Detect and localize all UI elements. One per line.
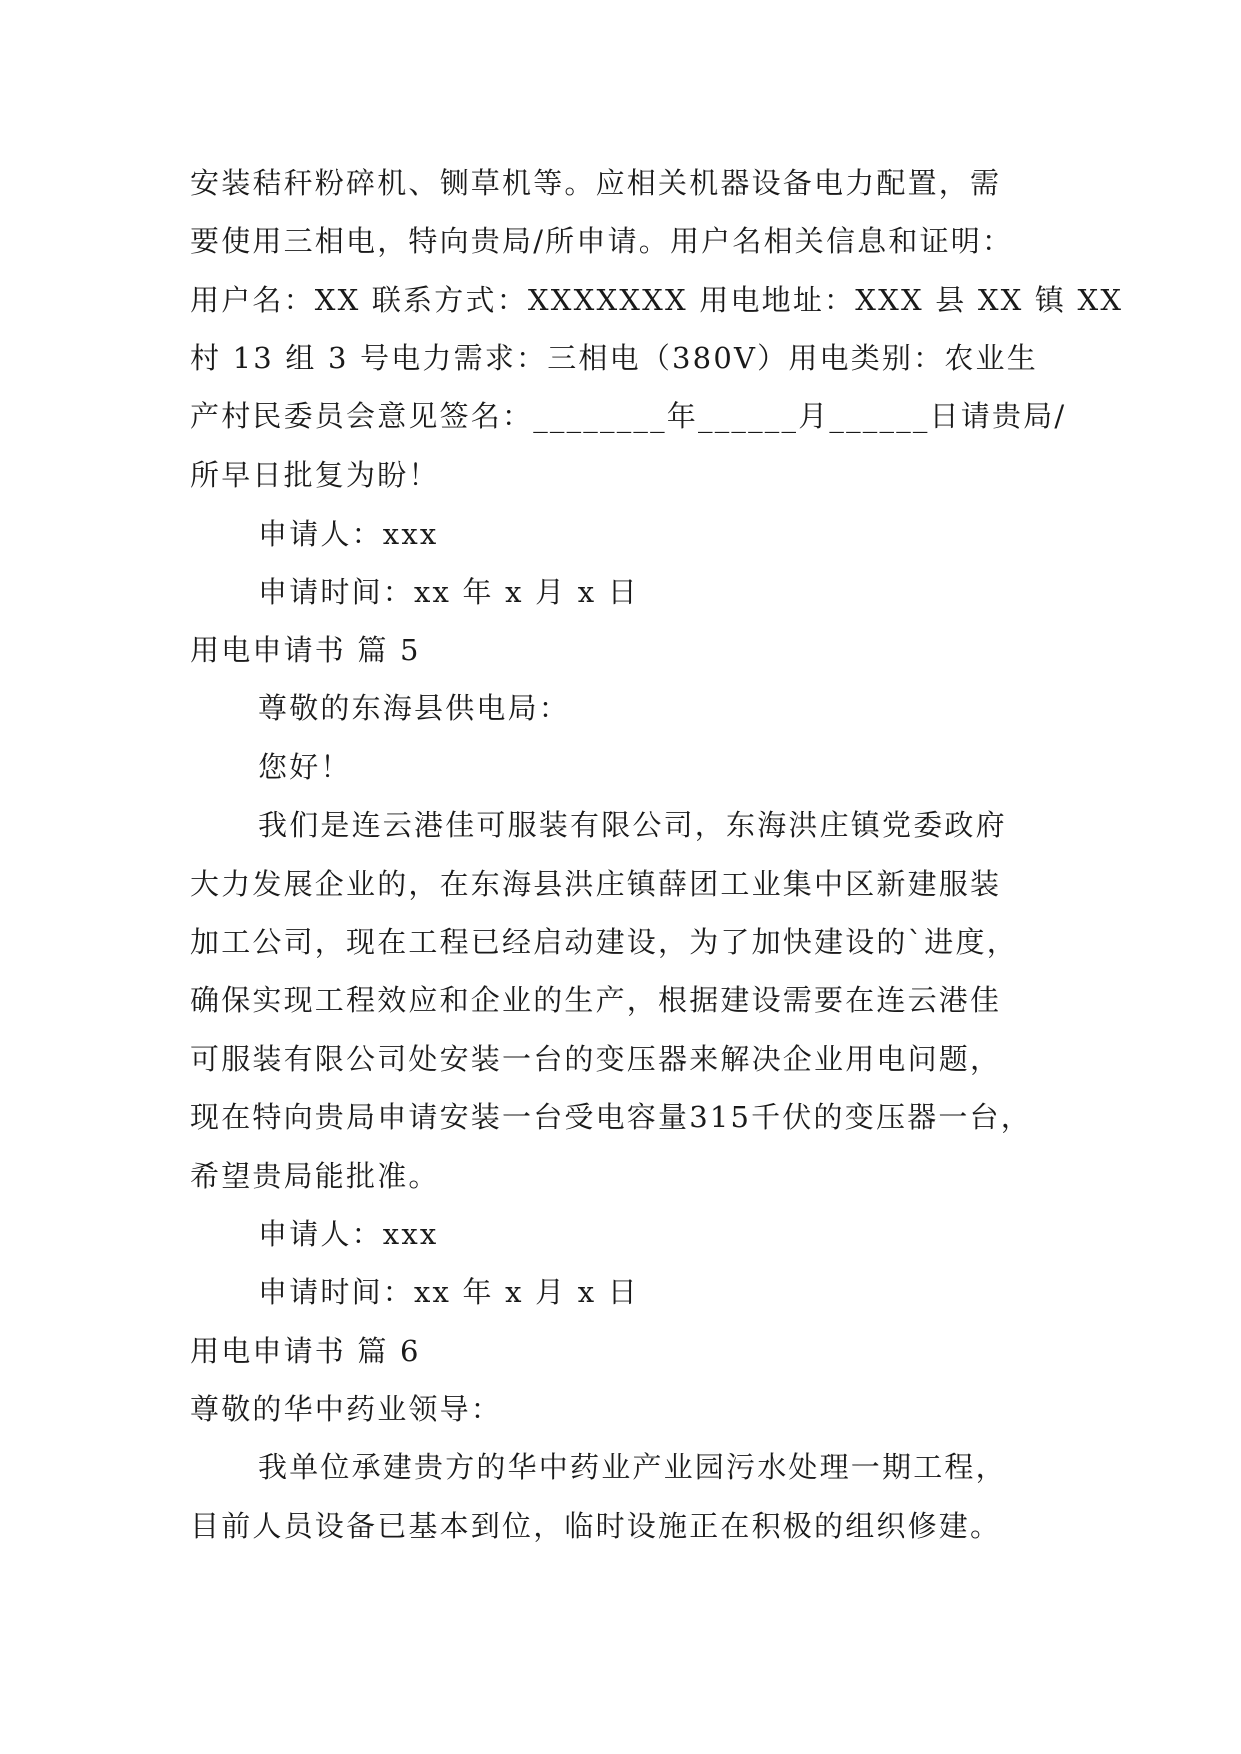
body-line: 要使用三相电，特向贵局/所申请。用户名相关信息和证明： <box>190 224 1014 258</box>
body-line: 可服装有限公司处安装一台的变压器来解决企业用电问题， <box>190 1042 1002 1076</box>
body-line: 所早日批复为盼！ <box>190 458 440 492</box>
applicant-line: 申请人：xxx <box>258 517 439 551</box>
body-line: 村 13 组 3 号电力需求：三相电（380V）用电类别：农业生 <box>190 341 1038 375</box>
greeting: 您好！ <box>258 750 352 784</box>
body-line: 加工公司，现在工程已经启动建设，为了加快建设的`进度， <box>190 925 1018 959</box>
body-line: 大力发展企业的，在东海县洪庄镇薛团工业集中区新建服装 <box>190 867 1002 901</box>
body-line: 目前人员设备已基本到位，临时设施正在积极的组织修建。 <box>190 1509 1002 1543</box>
salutation: 尊敬的东海县供电局： <box>258 691 571 725</box>
application-date-line: 申请时间：xx 年 x 月 x 日 <box>258 575 639 609</box>
salutation: 尊敬的华中药业领导： <box>190 1392 503 1426</box>
body-line: 产村民委员会意见签名：________年______月______日请贵局/ <box>190 399 1067 433</box>
body-line: 我单位承建贵方的华中药业产业园污水处理一期工程， <box>258 1450 1007 1484</box>
body-line: 希望贵局能批准。 <box>190 1159 440 1193</box>
body-line: 我们是连云港佳可服装有限公司，东海洪庄镇党委政府 <box>258 808 1007 842</box>
applicant-line: 申请人：xxx <box>258 1217 439 1251</box>
body-line: 用户名：XX 联系方式：XXXXXXX 用电地址：XXX 县 XX 镇 XX <box>190 283 1124 317</box>
body-line: 安装秸秆粉碎机、铡草机等。应相关机器设备电力配置，需 <box>190 166 1002 200</box>
body-line: 现在特向贵局申请安装一台受电容量315千伏的变压器一台， <box>190 1100 1032 1134</box>
section-heading: 用电申请书 篇 6 <box>190 1334 421 1368</box>
body-line: 确保实现工程效应和企业的生产，根据建设需要在连云港佳 <box>190 983 1002 1017</box>
section-heading: 用电申请书 篇 5 <box>190 633 421 667</box>
application-date-line: 申请时间：xx 年 x 月 x 日 <box>258 1275 639 1309</box>
